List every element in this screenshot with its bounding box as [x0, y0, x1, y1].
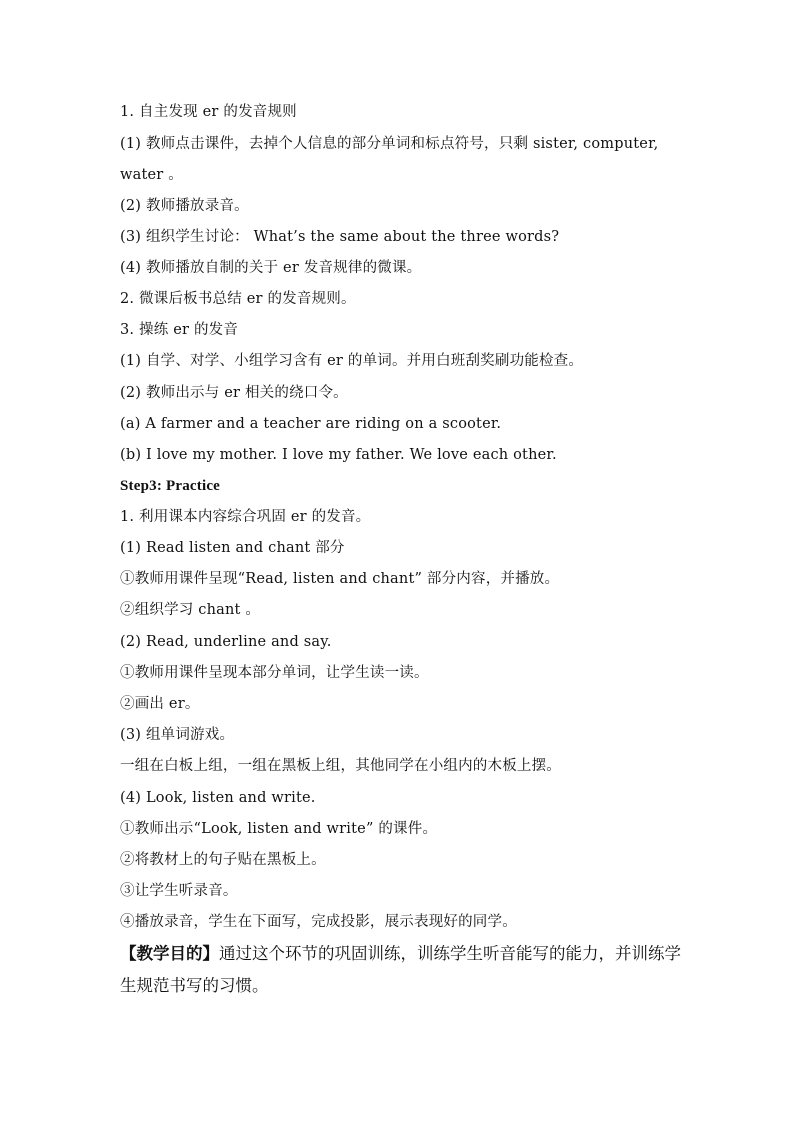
- tongue-twister-a: (a) A farmer and a teacher are riding on a scooter.: [120, 416, 502, 432]
- step-text: 3. 操练 er 的发音: [120, 322, 239, 338]
- teaching-purpose: [120, 938, 685, 1002]
- step-text: (1) 自学、对学、小组学习含有 er 的单词。并用白班刮奖刷功能检查。: [120, 353, 584, 369]
- step-text: ①教师用课件呈现“Read, listen and chant” 部分内容，并播放。: [120, 571, 560, 587]
- step-text: 1. 利用课本内容综合巩固 er 的发音。: [120, 509, 371, 525]
- step-text: ④播放录音，学生在下面写，完成投影，展示表现好的同学。: [120, 914, 517, 930]
- step-text: ②画出 er。: [120, 696, 200, 712]
- step-text: ③让学生听录音。: [120, 883, 238, 899]
- step-text: ②组织学习 chant 。: [120, 602, 261, 618]
- step-text: (4) 教师播放自制的关于 er 发音规律的微课。: [120, 260, 422, 276]
- teaching-purpose-tag: 【教学目的】: [120, 944, 219, 963]
- step-text: 一组在白板上组，一组在黑板上组，其他同学在小组内的木板上摆。: [120, 758, 561, 774]
- step-text: water 。: [120, 167, 183, 183]
- step-text: (2) Read, underline and say.: [120, 634, 332, 650]
- step-text: ①教师出示“Look, listen and write” 的课件。: [120, 821, 438, 837]
- step-text: (1) 教师点击课件，去掉个人信息的部分单词和标点符号，只剩 sister, computer,: [120, 136, 659, 152]
- step-text: (1) Read listen and chant 部分: [120, 540, 345, 556]
- tongue-twister-b: (b) I love my mother. I love my father. We love each other.: [120, 447, 557, 463]
- step-text: ②将教材上的句子贴在黑板上。: [120, 852, 326, 868]
- step-text: 2. 微课后板书总结 er 的发音规则。: [120, 291, 356, 307]
- step-text: (3) 组单词游戏。: [120, 727, 235, 743]
- step-text: ①教师用课件呈现本部分单词，让学生读一读。: [120, 665, 429, 681]
- teaching-purpose-text: 通过这个环节的巩固训练，训练学生听音能写的能力，并训练学生规范书写的习惯。: [120, 944, 681, 995]
- section-heading-practice: Step3: Practice: [120, 478, 221, 494]
- step-text: (3) 组织学生讨论： What’s the same about the three words?: [120, 229, 560, 245]
- step-text: (2) 教师播放录音。: [120, 198, 249, 214]
- step-text: (2) 教师出示与 er 相关的绕口令。: [120, 385, 348, 401]
- heading-er-rule: 1. 自主发现 er 的发音规则: [120, 104, 297, 120]
- step-text: (4) Look, listen and write.: [120, 790, 316, 806]
